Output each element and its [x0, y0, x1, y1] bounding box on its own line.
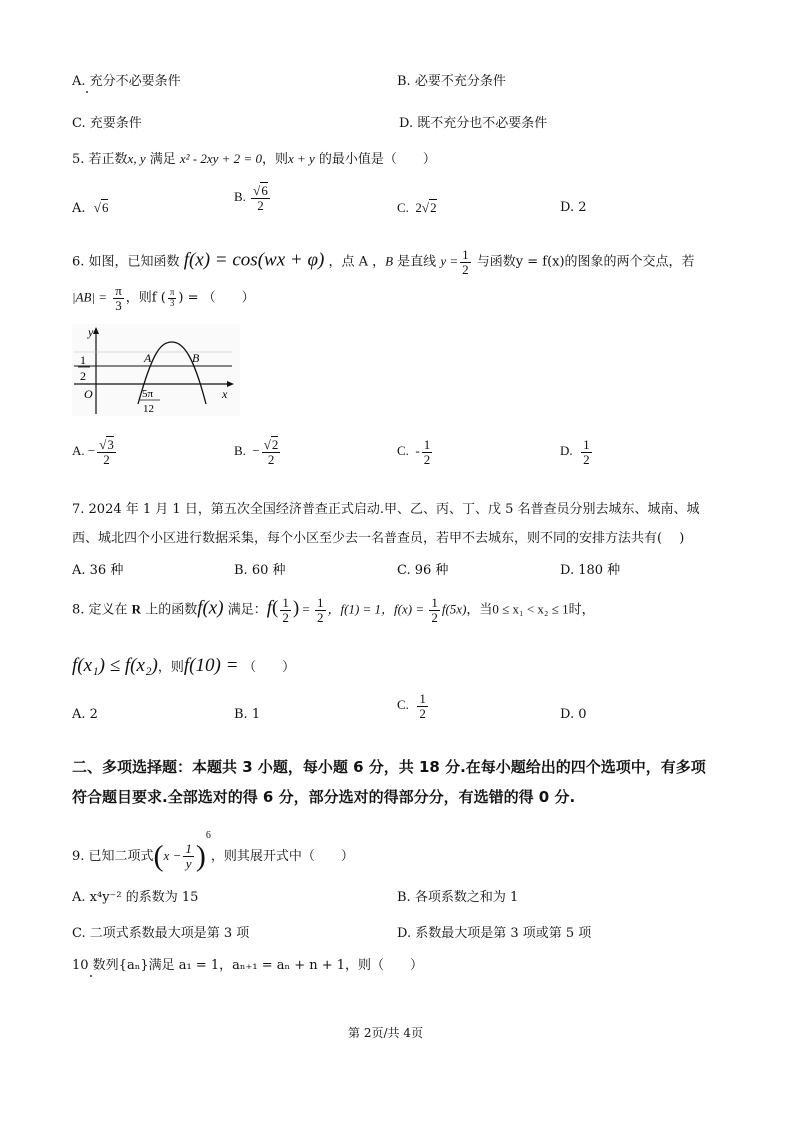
graph-x-label: x: [222, 387, 228, 401]
q6-graph: [72, 324, 240, 416]
graph-half-den: 2: [80, 369, 86, 383]
q8-stem-line1: 8. 定义在 R 上的函数f(x) 满足：f( $\frac{1}{2}$ ) = $\frac{1}{2}$ ，f(1) = 1，f(x) = $\frac{1}{2}$ f(5x)，当0 ≤ x₁ < x₂ ≤ 1时，: [72, 595, 595, 625]
q9-option-c: C. 二项式系数最大项是第 3 项: [72, 926, 250, 941]
q4-option-b: B. 必要不充分条件: [397, 74, 506, 89]
q5-stem: 5. 若正数x, y 满足 x² - 2xy + 2 = 0，则x + y 的最小值是（ ）: [72, 151, 436, 167]
q8-option-b: B. 1: [234, 707, 261, 722]
q7-option-d: D. 180 种: [560, 563, 621, 578]
section-heading-line2: 符合题目要求.全部选对的得 6 分，部分选对的得部分分，有选错的得 0 分.: [72, 788, 576, 806]
q5-option-b: B. $\frac{√6}{2}$: [234, 183, 268, 213]
q10-stem: 10 数列{aₙ}满足 a₁ = 1，aₙ₊₁ = aₙ + n + 1，则（ ）: [72, 958, 424, 973]
graph-point-b: B: [192, 351, 200, 365]
q7-option-b: B. 60 种: [234, 563, 286, 578]
q8-option-a: A. 2: [72, 707, 98, 722]
q6-stem-line2: |AB| = $\frac{\pi}{3}$ ，则f ( $\frac{\pi}{3}$ ) = （ ）: [72, 283, 255, 313]
q9-stem: 9. 已知二项式(x − $\frac{1}{y}$ )$^6$，则其展开式中（ ）: [72, 830, 354, 873]
q9-option-d: D. 系数最大项是第 3 项或第 5 项: [397, 926, 592, 941]
q9-option-b: B. 各项系数之和为 1: [397, 890, 519, 905]
q8-option-d: D. 0: [560, 707, 587, 722]
q5-option-c: C. 2√2: [397, 200, 437, 215]
q4-option-d: D. 既不充分也不必要条件: [399, 116, 548, 131]
q6-option-a: A. − $\frac{√3}{2}$: [72, 437, 114, 467]
section-heading-line1: 二、多项选择题：本题共 3 小题，每小题 6 分，共 18 分.在每小题给出的四个选项中，有多项: [72, 758, 706, 776]
q7-stem-line1: 7. 2024 年 1 月 1 日，第五次全国经济普查正式启动.甲、乙、丙、丁、戊 5 名普查员分别去城东、城南、城: [72, 502, 700, 517]
graph-point-a: A: [144, 351, 152, 365]
q5-option-d: D. 2: [560, 200, 587, 215]
q4-option-c: C. 充要条件: [72, 116, 142, 131]
q6-stem-line1: 6. 如图，已知函数 f(x) = cos(wx + φ) ，点 A ，B 是直线 y = $\frac{1}{2}$ 与函数y = f(x)的图象的两个交点，若: [72, 247, 695, 277]
q7-stem-line2: 西、城北四个小区进行数据采集，每个小区至少去一名普查员，若甲不去城东，则不同的安排方法共有( ): [72, 531, 685, 546]
q7-option-a: A. 36 种: [72, 563, 124, 578]
graph-tick-num: 5π: [142, 388, 154, 400]
graph-half-num: 1: [80, 353, 86, 367]
q4-option-a: A. 充分不必要条件: [72, 74, 181, 89]
graph-y-label: y: [88, 325, 94, 339]
q5-option-a: A. √6: [72, 200, 109, 216]
stray-dot: [86, 91, 88, 93]
q8-stem-line2: f(x₁) ≤ f(x₂)，则f(10) = （ ）: [72, 655, 296, 676]
page-footer: 第 2页/共 4页: [348, 1026, 423, 1040]
q7-option-c: C. 96 种: [397, 563, 449, 578]
graph-tick-den: 12: [143, 403, 154, 415]
q8-option-c: C. $\frac{1}{2}$: [397, 691, 426, 721]
q6-option-c: C. - $\frac{1}{2}$: [397, 437, 431, 467]
q9-option-a: A. x⁴y⁻² 的系数为 15: [72, 890, 199, 905]
stray-dot: [90, 975, 92, 977]
graph-origin: O: [84, 387, 93, 401]
q6-option-b: B. − $\frac{√2}{2}$: [234, 437, 279, 467]
q6-option-d: D. $\frac{1}{2}$: [560, 437, 590, 467]
